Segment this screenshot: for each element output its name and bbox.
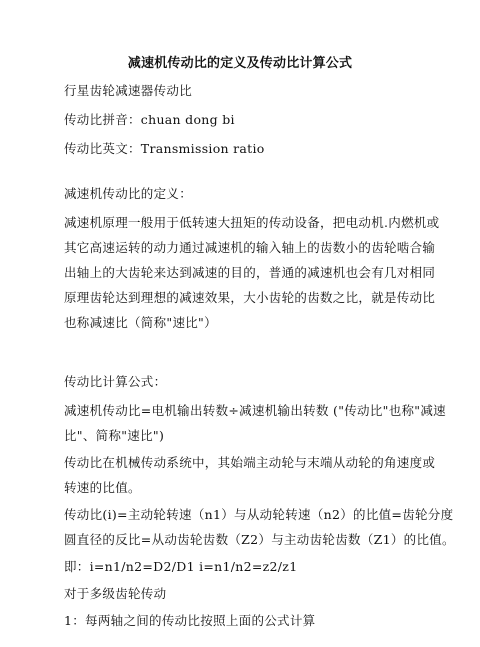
paragraph-line: 对于多级齿轮传动 — [64, 586, 167, 601]
paragraph-line: 其它高速运转的动力通过减速机的输入轴上的齿数小的齿轮啮合输 — [64, 240, 436, 255]
paragraph-line: 转速的比值。 — [64, 480, 141, 495]
section-heading: 传动比计算公式： — [64, 374, 167, 389]
paragraph-line: 比"、简称"速比") — [64, 428, 165, 443]
paragraph-line: 传动比在机械传动系统中，其始端主动轮与末端从动轮的角速度或 — [64, 455, 436, 470]
paragraph-line: 原理齿轮达到理想的减速效果，大小齿轮的齿数之比，就是传动比 — [64, 290, 436, 305]
paragraph-line: 即：i=n1/n2=D2/D1 i=n1/n2=z2/z1 — [64, 559, 298, 574]
paragraph-line: 减速机原理一般用于低转速大扭矩的传动设备，把电动机.内燃机或 — [64, 215, 440, 230]
paragraph-line: 传动比拼音：chuan dong bi — [64, 112, 235, 127]
paragraph-line: 出轴上的大齿轮来达到减速的目的，普通的减速机也会有几对相同 — [64, 265, 436, 280]
section-heading: 减速机传动比的定义： — [64, 186, 193, 201]
paragraph-line: 1：每两轴之间的传动比按照上面的公式计算 — [64, 613, 316, 628]
document-title: 减速机传动比的定义及传动比计算公式 — [127, 56, 353, 71]
paragraph-line: 也称减速比（简称"速比"） — [64, 315, 217, 330]
paragraph-line: 传动比英文：Transmission ratio — [64, 141, 265, 156]
paragraph-line: 行星齿轮减速器传动比 — [64, 83, 193, 98]
paragraph-line: 传动比(i)=主动轮转速（n1）与从动轮转速（n2）的比值=齿轮分度 — [64, 507, 454, 522]
paragraph-line: 减速机传动比=电机输出转数÷减速机输出转数 ("传动比"也称"减速 — [64, 403, 446, 418]
paragraph-line: 圆直径的反比=从动齿轮齿数（Z2）与主动齿轮齿数（Z1）的比值。 — [64, 532, 455, 547]
